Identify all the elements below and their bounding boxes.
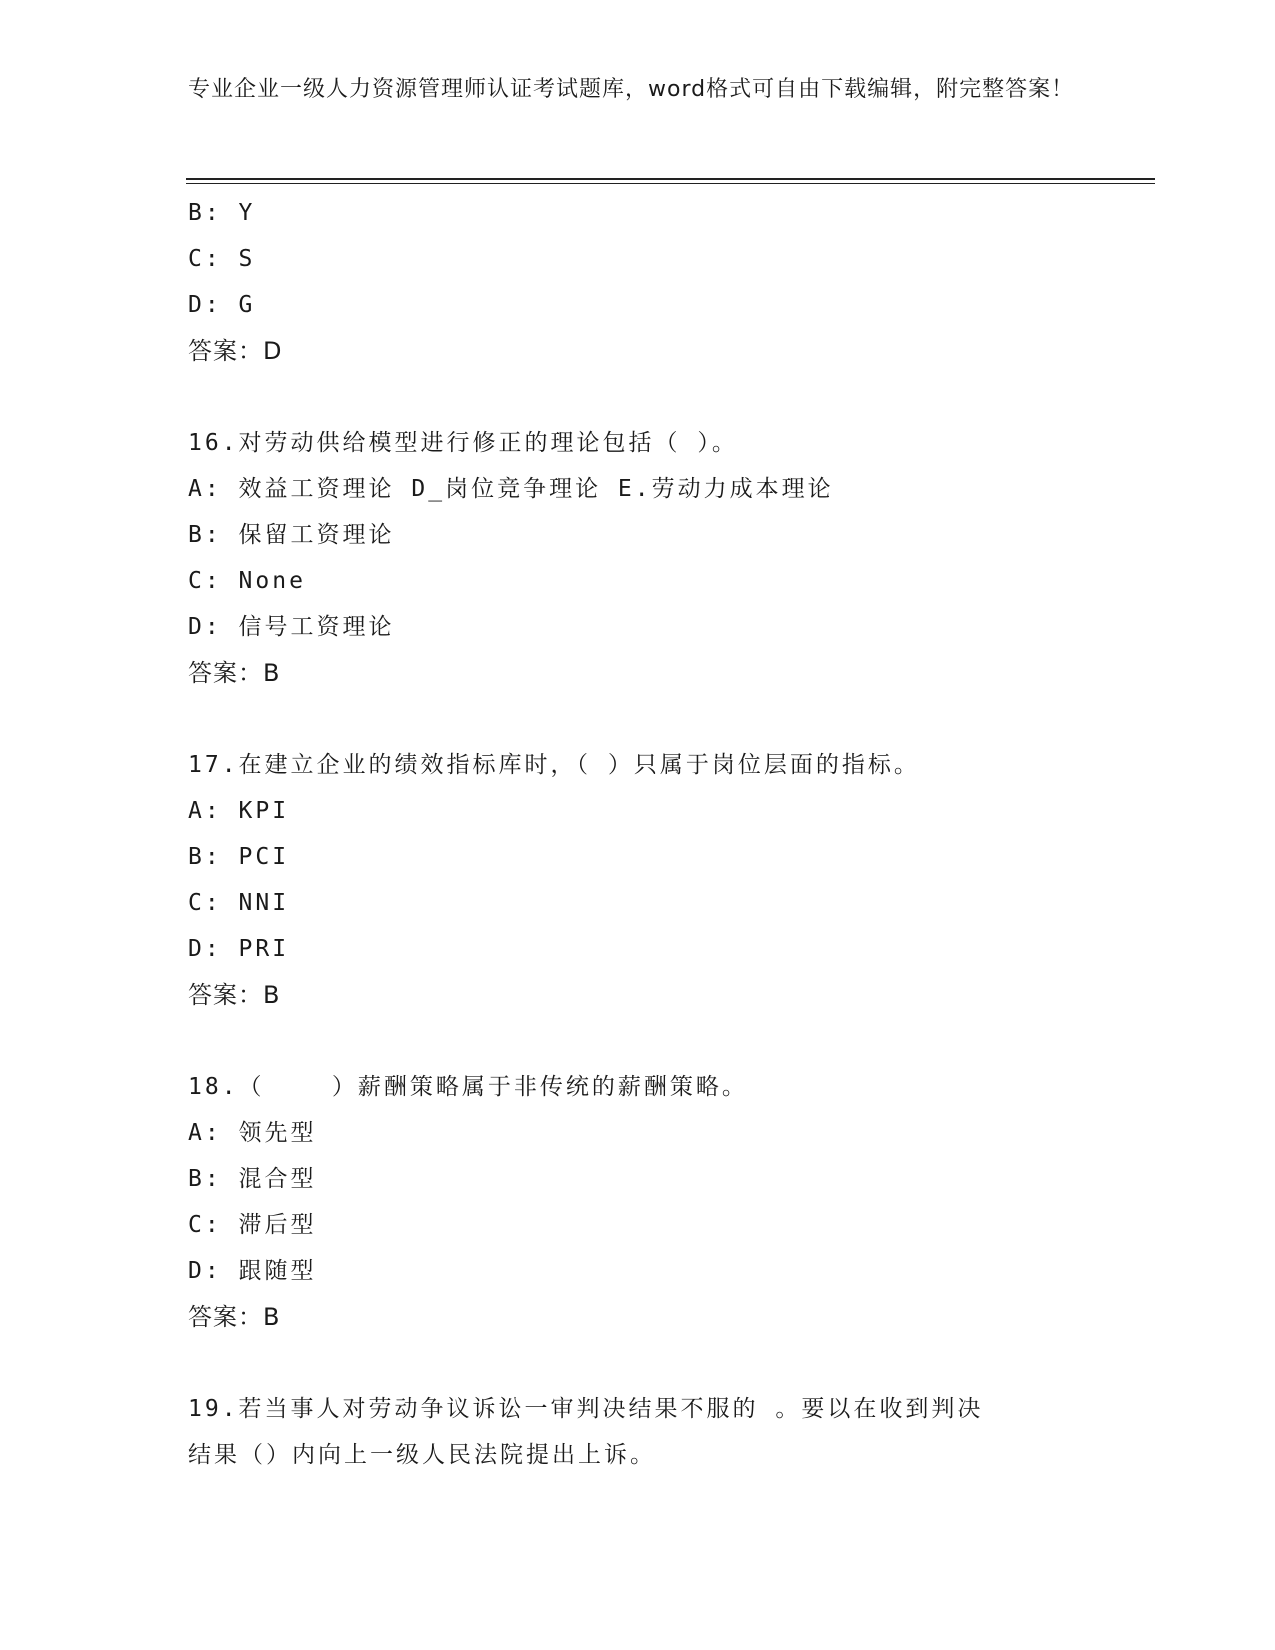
spacer <box>188 696 1088 742</box>
option-b: B: PCI <box>188 844 290 870</box>
question-18: 18.（ ）薪酬策略属于非传统的薪酬策略。 <box>188 1074 748 1100</box>
option-d: D: 信号工资理论 <box>188 614 395 640</box>
answer-line: 答案：D <box>188 337 283 365</box>
option-a: A: KPI <box>188 798 290 824</box>
question-19-line-2: 结果（）内向上一级人民法院提出上诉。 <box>188 1442 656 1468</box>
option-c: C: 滞后型 <box>188 1212 317 1238</box>
header-rule-thick <box>186 178 1155 180</box>
option-d: D: 跟随型 <box>188 1258 317 1284</box>
spacer <box>188 1018 1088 1064</box>
spacer <box>188 1340 1088 1386</box>
question-19-line-1: 19.若当事人对劳动争议诉讼一审判决结果不服的 。要以在收到判决 <box>188 1396 984 1422</box>
option-b: B: 混合型 <box>188 1166 317 1192</box>
option-a: A: 领先型 <box>188 1120 317 1146</box>
option-c: C: None <box>188 568 306 594</box>
answer-line: 答案：B <box>188 981 281 1009</box>
spacer <box>188 374 1088 420</box>
option-d: D: G <box>188 292 256 318</box>
answer-line: 答案：B <box>188 1303 281 1331</box>
option-d: D: PRI <box>188 936 290 962</box>
question-17: 17.在建立企业的绩效指标库时，（ ）只属于岗位层面的指标。 <box>188 752 920 778</box>
header-rule-thin <box>186 183 1155 184</box>
option-c: C: S <box>188 246 256 272</box>
question-content <box>188 190 1088 1478</box>
option-a: A: 效益工资理论 D_岗位竞争理论 E.劳动力成本理论 <box>188 476 834 502</box>
document-header: 专业企业一级人力资源管理师认证考试题库，word格式可自由下载编辑，附完整答案！ <box>188 77 1075 102</box>
question-16: 16.对劳动供给模型进行修正的理论包括（ ）。 <box>188 430 738 456</box>
option-b: B: 保留工资理论 <box>188 522 395 548</box>
option-b: B: Y <box>188 200 256 226</box>
option-c: C: NNI <box>188 890 290 916</box>
answer-line: 答案：B <box>188 659 281 687</box>
